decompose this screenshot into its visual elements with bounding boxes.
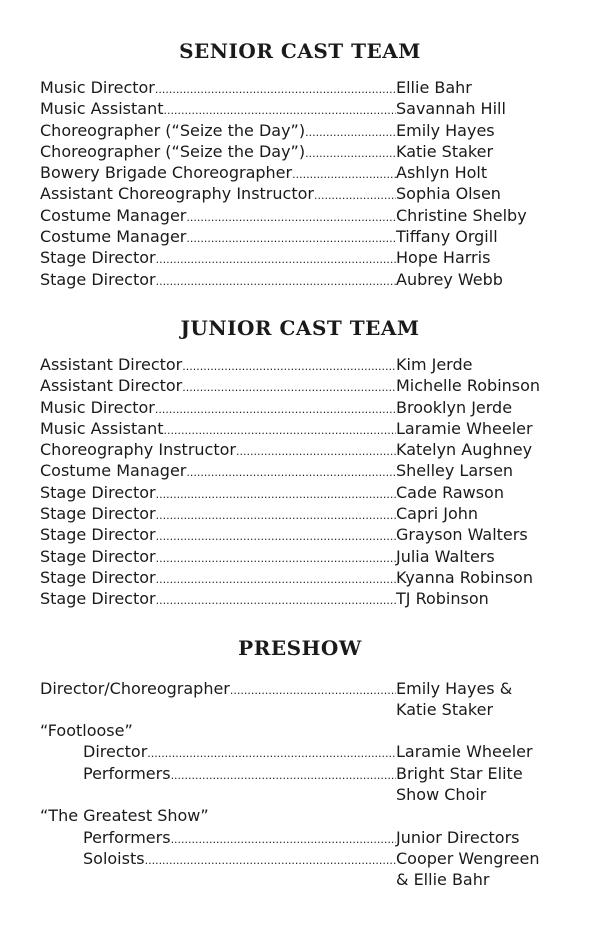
list-item [40, 141, 560, 162]
role-label: Stage Director [40, 248, 156, 268]
dot-leader [156, 526, 396, 547]
list-item [40, 827, 560, 848]
person-name: Ellie Bahr [396, 78, 472, 97]
list-item [40, 503, 560, 524]
dot-leader [156, 548, 396, 569]
dot-leader [164, 420, 397, 441]
person-name: Laramie Wheeler [396, 742, 533, 762]
person-name: Capri John [396, 504, 479, 524]
dot-leader [171, 765, 396, 786]
person-name: Kyanna Robinson [396, 567, 533, 587]
list-item [40, 354, 560, 375]
role-label: Costume Manager [40, 227, 187, 247]
list-item [40, 375, 560, 396]
person-name: Christine Shelby [396, 205, 527, 225]
person-name: Julia Walters [396, 546, 495, 566]
role-label: Choreography Instructor [40, 440, 236, 460]
dot-leader [156, 590, 396, 611]
role-label: Director [83, 742, 148, 762]
person-name: TJ Robinson [396, 589, 489, 609]
person-name: Michelle Robinson [396, 376, 541, 396]
dot-leader [156, 249, 396, 270]
junior-section-title: JUNIOR CAST TEAM [180, 315, 420, 340]
list-item-continued [40, 869, 560, 890]
person-name: Hope Harris [396, 248, 491, 268]
junior-cast-list [40, 354, 560, 610]
person-name: & Ellie Bahr [396, 870, 490, 890]
dot-leader [145, 850, 396, 871]
list-item [40, 848, 560, 869]
list-item-continued [40, 699, 560, 720]
person-name: Sophia Olsen [396, 184, 501, 204]
person-name: Kim Jerde [396, 354, 473, 374]
role-label: Bowery Brigade Choreographer [40, 163, 293, 183]
role-label: Stage Director [40, 504, 156, 524]
person-name: Shelley Larsen [396, 461, 514, 481]
role-label: Performers [83, 763, 171, 783]
dot-leader [305, 122, 396, 143]
dot-leader [155, 79, 396, 100]
person-name: Cooper Wengreen [396, 848, 540, 868]
dot-leader [230, 680, 396, 701]
role-label: Stage Director [40, 482, 156, 502]
dot-leader [186, 462, 396, 483]
dot-leader [314, 185, 396, 206]
list-item [40, 588, 560, 609]
senior-section-title: SENIOR CAST TEAM [179, 39, 421, 63]
role-label: Choreographer (“Seize the Day”) [40, 120, 306, 140]
list-item [40, 567, 560, 588]
dot-leader [156, 569, 396, 590]
list-item [40, 741, 560, 762]
role-label: Assistant Choreography Instructor [40, 184, 314, 204]
role-label: Stage Director [40, 525, 156, 545]
person-name: Cade Rawson [396, 482, 504, 502]
role-label: Performers [83, 827, 171, 847]
dot-leader [186, 207, 396, 228]
list-item [40, 397, 560, 418]
dot-leader [156, 484, 396, 505]
role-label: Stage Director [40, 269, 156, 289]
person-name: Brooklyn Jerde [396, 397, 513, 417]
dot-leader [292, 164, 396, 185]
role-label: Stage Director [40, 589, 156, 609]
list-item [40, 546, 560, 567]
role-label: Music Director [40, 78, 155, 97]
list-item [40, 247, 560, 268]
role-label: Costume Manager [40, 205, 187, 225]
person-name: Grayson Walters [396, 525, 528, 545]
list-item [40, 77, 560, 98]
dot-leader [186, 228, 396, 249]
person-name: Savannah Hill [396, 99, 506, 119]
person-name: Emily Hayes & [396, 678, 513, 698]
person-name: Laramie Wheeler [396, 418, 533, 438]
person-name: Tiffany Orgill [396, 227, 498, 247]
person-name: Emily Hayes [396, 120, 495, 140]
dot-leader [305, 143, 396, 164]
list-item [40, 269, 560, 290]
person-name: Katelyn Aughney [396, 440, 533, 460]
role-label: Choreographer (“Seize the Day”) [40, 141, 306, 161]
preshow-section-title: PRESHOW [238, 635, 362, 660]
role-label: Music Assistant [40, 418, 164, 438]
list-item [40, 524, 560, 545]
number-heading: “The Greatest Show” [40, 806, 209, 826]
dot-leader [182, 377, 396, 398]
role-label: Director/Choreographer [40, 678, 230, 698]
role-label: Assistant Director [40, 376, 183, 396]
list-item [40, 460, 560, 481]
list-item [40, 418, 560, 439]
list-item [40, 120, 560, 141]
list-item [40, 763, 560, 784]
list-item [40, 226, 560, 247]
list-item [40, 205, 560, 226]
dot-leader [182, 356, 396, 377]
dot-leader [155, 399, 396, 420]
role-label: Assistant Director [40, 354, 183, 374]
senior-cast-list [40, 77, 560, 290]
dot-leader [236, 441, 396, 462]
list-item [40, 482, 560, 503]
role-label: Stage Director [40, 546, 156, 566]
dot-leader [156, 505, 396, 526]
dot-leader [156, 271, 396, 292]
person-name: Junior Directors [396, 827, 520, 847]
person-name: Aubrey Webb [396, 269, 503, 289]
preshow-list [40, 678, 560, 891]
person-name: Katie Staker [396, 141, 494, 161]
role-label: Music Director [40, 397, 155, 417]
person-name: Ashlyn Holt [396, 163, 488, 183]
number-heading: “Footloose” [40, 721, 133, 741]
list-item [40, 678, 560, 699]
list-item [40, 439, 560, 460]
dot-leader [147, 743, 396, 764]
list-item [40, 183, 560, 204]
person-name: Bright Star Elite [396, 763, 523, 783]
dot-leader [164, 100, 397, 121]
person-name: Katie Staker [396, 699, 494, 719]
dot-leader [171, 829, 396, 850]
list-item-continued [40, 784, 560, 805]
role-label: Soloists [83, 848, 145, 868]
role-label: Music Assistant [40, 99, 164, 119]
list-item [40, 98, 560, 119]
person-name: Show Choir [396, 785, 487, 805]
role-label: Costume Manager [40, 461, 187, 481]
list-item [40, 162, 560, 183]
role-label: Stage Director [40, 567, 156, 587]
